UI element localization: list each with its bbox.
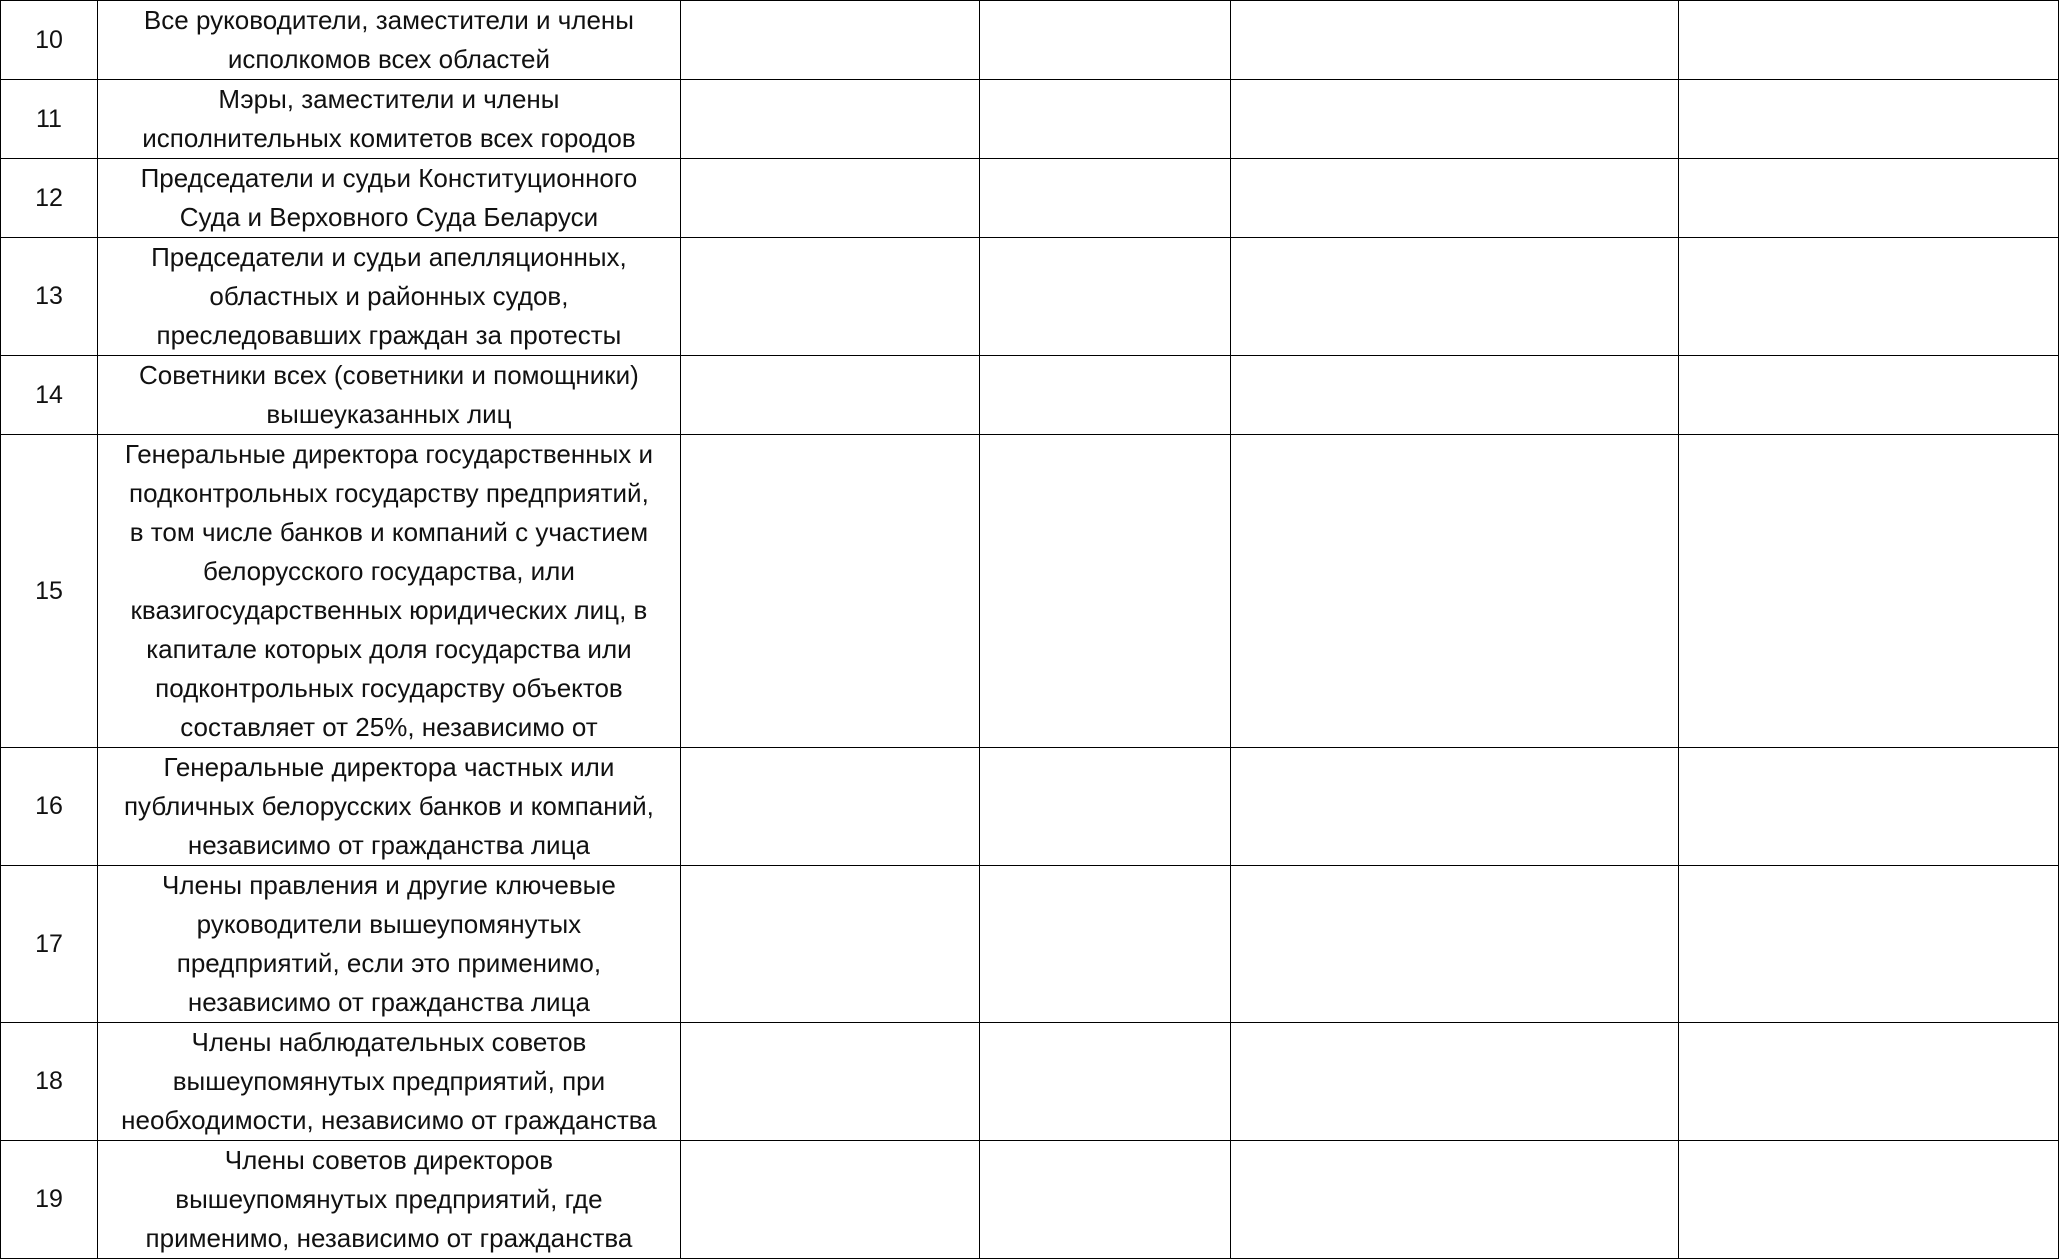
description-cell[interactable] (97, 1023, 680, 1141)
description-line: Председатели и судьи Конституционного (140, 163, 638, 193)
description-cell[interactable] (97, 1, 680, 80)
empty-cell[interactable] (1230, 1, 1679, 80)
description-cell[interactable] (97, 748, 680, 866)
empty-cell[interactable] (680, 159, 979, 238)
empty-cell[interactable] (1679, 1141, 2059, 1259)
table-row (1, 159, 2059, 238)
table-row (1, 238, 2059, 356)
empty-cell[interactable] (1679, 1023, 2059, 1141)
description-line: публичных белорусских банков и компаний, (123, 791, 654, 821)
description-cell[interactable] (97, 159, 680, 238)
empty-cell[interactable] (1679, 435, 2059, 748)
empty-cell[interactable] (979, 1, 1230, 80)
empty-cell[interactable] (1230, 1023, 1679, 1141)
empty-cell[interactable] (680, 866, 979, 1023)
empty-cell[interactable] (1230, 435, 1679, 748)
row-number-cell[interactable]: 18 (1, 1023, 98, 1141)
description-line: необходимости, независимо от гражданства (121, 1105, 657, 1135)
empty-cell[interactable] (680, 1, 979, 80)
empty-cell[interactable] (1230, 238, 1679, 356)
empty-cell[interactable] (979, 238, 1230, 356)
empty-cell[interactable] (1679, 159, 2059, 238)
empty-cell[interactable] (680, 748, 979, 866)
row-number-cell[interactable]: 15 (1, 435, 98, 748)
description-cell[interactable] (97, 1141, 680, 1259)
table-body (1, 1, 2059, 1259)
empty-cell[interactable] (979, 159, 1230, 238)
empty-cell[interactable] (680, 1141, 979, 1259)
empty-cell[interactable] (680, 238, 979, 356)
empty-cell[interactable] (1679, 748, 2059, 866)
empty-cell[interactable] (680, 435, 979, 748)
description-line: предприятий, если это применимо, (176, 948, 602, 978)
empty-cell[interactable] (1679, 80, 2059, 159)
empty-cell[interactable] (680, 80, 979, 159)
description-line: независимо от гражданства лица (187, 830, 590, 860)
empty-cell[interactable] (979, 1141, 1230, 1259)
row-number-cell[interactable]: 19 (1, 1141, 98, 1259)
empty-cell[interactable] (1679, 866, 2059, 1023)
description-line: исполкомов всех областей (227, 44, 551, 74)
description-line: квазигосударственных юридических лиц, в (130, 595, 648, 625)
description-cell[interactable] (97, 80, 680, 159)
table-row (1, 1, 2059, 80)
empty-cell[interactable] (979, 748, 1230, 866)
row-number-cell[interactable]: 12 (1, 159, 98, 238)
description-line: Члены правления и другие ключевые (162, 870, 616, 900)
description-line: капитале которых доля государства или (146, 634, 632, 664)
description-cell[interactable] (97, 435, 680, 748)
description-line: вышеупомянутых предприятий, где (175, 1184, 603, 1214)
description-line: белорусского государства, или (203, 556, 575, 586)
empty-cell[interactable] (1230, 748, 1679, 866)
row-number-cell[interactable]: 10 (1, 1, 98, 80)
row-number-cell[interactable]: 14 (1, 356, 98, 435)
empty-cell[interactable] (680, 356, 979, 435)
description-line: Генеральные директора государственных и (124, 439, 653, 469)
description-line: Члены наблюдательных советов (191, 1027, 587, 1057)
description-line: подконтрольных государству объектов (155, 673, 623, 703)
description-line: вышеупомянутых предприятий, при (172, 1066, 606, 1096)
empty-cell[interactable] (1679, 1, 2059, 80)
description-line: областных и районных судов, (209, 281, 569, 311)
description-line: независимо от гражданства лица (187, 987, 590, 1017)
empty-cell[interactable] (979, 435, 1230, 748)
table-row (1, 80, 2059, 159)
row-number-cell[interactable]: 16 (1, 748, 98, 866)
description-line: Все руководители, заместители и члены (143, 5, 634, 35)
description-line: Суда и Верховного Суда Беларуси (179, 202, 599, 232)
table-row (1, 866, 2059, 1023)
description-line: Мэры, заместители и члены (218, 84, 560, 114)
empty-cell[interactable] (1679, 238, 2059, 356)
description-cell[interactable] (97, 356, 680, 435)
empty-cell[interactable] (1230, 1141, 1679, 1259)
description-line: применимо, независимо от гражданства (145, 1223, 633, 1253)
description-line: Генеральные директора частных или (163, 752, 615, 782)
table-row (1, 1141, 2059, 1259)
empty-cell[interactable] (1230, 159, 1679, 238)
table-row (1, 356, 2059, 435)
description-line: вышеуказанных лиц (266, 399, 512, 429)
description-line: исполнительных комитетов всех городов (142, 123, 636, 153)
description-cell[interactable] (97, 238, 680, 356)
row-number-cell[interactable]: 13 (1, 238, 98, 356)
empty-cell[interactable] (979, 80, 1230, 159)
empty-cell[interactable] (680, 1023, 979, 1141)
empty-cell[interactable] (1230, 866, 1679, 1023)
empty-cell[interactable] (979, 1023, 1230, 1141)
description-line: Советники всех (советники и помощники) (139, 360, 639, 390)
description-line: Председатели и судьи апелляционных, (151, 242, 627, 272)
description-line: руководители вышеупомянутых (196, 909, 582, 939)
empty-cell[interactable] (979, 356, 1230, 435)
description-line: Члены советов директоров (224, 1145, 554, 1175)
description-line: составляет от 25%, независимо от (180, 712, 598, 742)
empty-cell[interactable] (979, 866, 1230, 1023)
description-line: преследовавших граждан за протесты (156, 320, 622, 350)
table-row (1, 1023, 2059, 1141)
description-line: подконтрольных государству предприятий, (129, 478, 649, 508)
empty-cell[interactable] (1230, 356, 1679, 435)
description-line: в том числе банков и компаний с участием (129, 517, 649, 547)
row-number-cell[interactable]: 11 (1, 80, 98, 159)
empty-cell[interactable] (1230, 80, 1679, 159)
empty-cell[interactable] (1679, 356, 2059, 435)
description-cell[interactable] (97, 866, 680, 1023)
row-number-cell[interactable]: 17 (1, 866, 98, 1023)
table-row (1, 748, 2059, 866)
table-row (1, 435, 2059, 748)
